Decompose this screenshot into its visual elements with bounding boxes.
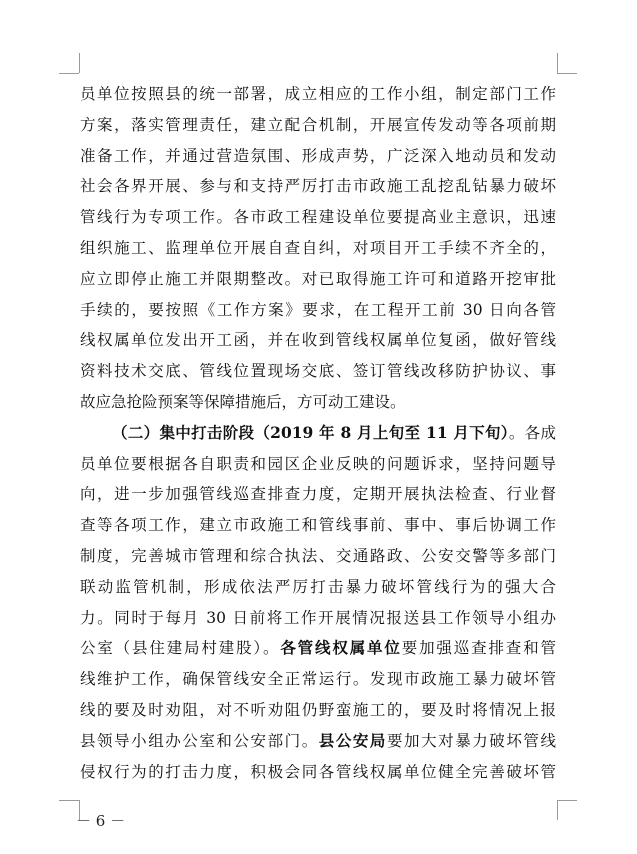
text-segment: 管线行为专项工作。各市政工程建设单位要提高业主意识，迅速 bbox=[80, 208, 556, 227]
bold-text-segment: 县公安局 bbox=[318, 730, 387, 750]
text-segment: 侵权行为的打击力度，积极会同各管线权属单位健全完善破坏管 bbox=[80, 762, 556, 781]
text-segment: 县领导小组办公室和公安部门。 bbox=[80, 731, 319, 750]
text-segment: 方案，落实管理责任，建立配合机制，开展宣传发动等各项前期 bbox=[80, 115, 556, 134]
text-line bbox=[80, 356, 556, 387]
text-line bbox=[80, 726, 556, 757]
text-segment: 。各成 bbox=[508, 423, 556, 442]
text-segment: 联动监管机制，形成依法严厉打击暴力破坏管线行为的强大合 bbox=[80, 577, 556, 596]
text-line bbox=[80, 757, 556, 788]
text-line bbox=[80, 141, 556, 172]
text-line bbox=[80, 202, 556, 233]
text-line bbox=[80, 541, 556, 572]
text-line bbox=[80, 79, 556, 110]
text-segment: 故应急抢险预案等保障措施后，方可动工建设。 bbox=[80, 392, 406, 411]
text-segment: 要加强巡查排查和管 bbox=[401, 639, 556, 658]
text-segment: 社会各界开展、参与和支持严厉打击市政施工乱挖乱钻暴力破坏 bbox=[80, 177, 556, 196]
text-line bbox=[80, 387, 556, 418]
text-segment: 公室（县住建局村建股）。 bbox=[80, 639, 281, 658]
text-line bbox=[80, 603, 556, 634]
text-segment: 线的要及时劝阻，对不听劝阻仍野蛮施工的，要及时将情况上报 bbox=[80, 700, 556, 719]
text-segment: 要加大对暴力破坏管线 bbox=[386, 731, 556, 750]
text-line bbox=[80, 695, 556, 726]
text-segment: 查等各项工作，建立市政施工和管线事前、事中、事后协调工作 bbox=[80, 516, 556, 535]
text-segment: 资料技术交底、管线位置现场交底、签订管线改移防护协议、事 bbox=[80, 362, 556, 381]
text-line bbox=[80, 510, 556, 541]
text-segment: 组织施工、监理单位开展自查自纠，对项目开工手续不齐全的， bbox=[80, 238, 556, 257]
text-line bbox=[80, 633, 556, 664]
text-line bbox=[80, 325, 556, 356]
text-segment: 准备工作，并通过营造氛围、形成声势，广泛深入地动员和发动 bbox=[80, 146, 556, 165]
text-segment: 线维护工作，确保管线安全正常运行。发现市政施工暴力破坏管 bbox=[80, 670, 556, 689]
text-segment: 线权属单位发出开工函，并在收到管线权属单位复函，做好管线 bbox=[80, 331, 556, 350]
text-segment: 向，进一步加强管线巡查排查力度，定期开展执法检查、行业督 bbox=[80, 485, 556, 504]
text-segment: 手续的，要按照《工作方案》要求，在工程开工前 30 日向各管 bbox=[80, 300, 556, 319]
text-line bbox=[80, 418, 556, 449]
text-line bbox=[80, 572, 556, 603]
text-line bbox=[80, 479, 556, 510]
text-segment: 员单位按照县的统一部署，成立相应的工作小组，制定部门工作 bbox=[80, 85, 556, 103]
text-segment: 制度，完善城市管理和综合执法、交通路政、公安交警等多部门 bbox=[80, 546, 556, 565]
text-line bbox=[80, 171, 556, 202]
text-line bbox=[80, 264, 556, 295]
bold-text-segment: 各管线权属单位 bbox=[280, 638, 402, 658]
document-body bbox=[80, 79, 556, 787]
text-segment: 员单位要根据各自职责和园区企业反映的问题诉求，坚持问题导 bbox=[80, 454, 556, 473]
text-line bbox=[80, 295, 556, 326]
text-line bbox=[80, 110, 556, 141]
text-line bbox=[80, 449, 556, 480]
text-line bbox=[80, 664, 556, 695]
bold-text-segment: （二）集中打击阶段（2019 年 8 月上旬至 11 月下旬） bbox=[112, 422, 509, 442]
text-segment: 应立即停止施工并限期整改。对已取得施工许可和道路开挖审批 bbox=[80, 269, 556, 288]
page-number: － 6 － bbox=[76, 812, 126, 830]
text-segment: 力。同时于每月 30 日前将工作开展情况报送县工作领导小组办 bbox=[80, 608, 556, 627]
text-line bbox=[80, 233, 556, 264]
